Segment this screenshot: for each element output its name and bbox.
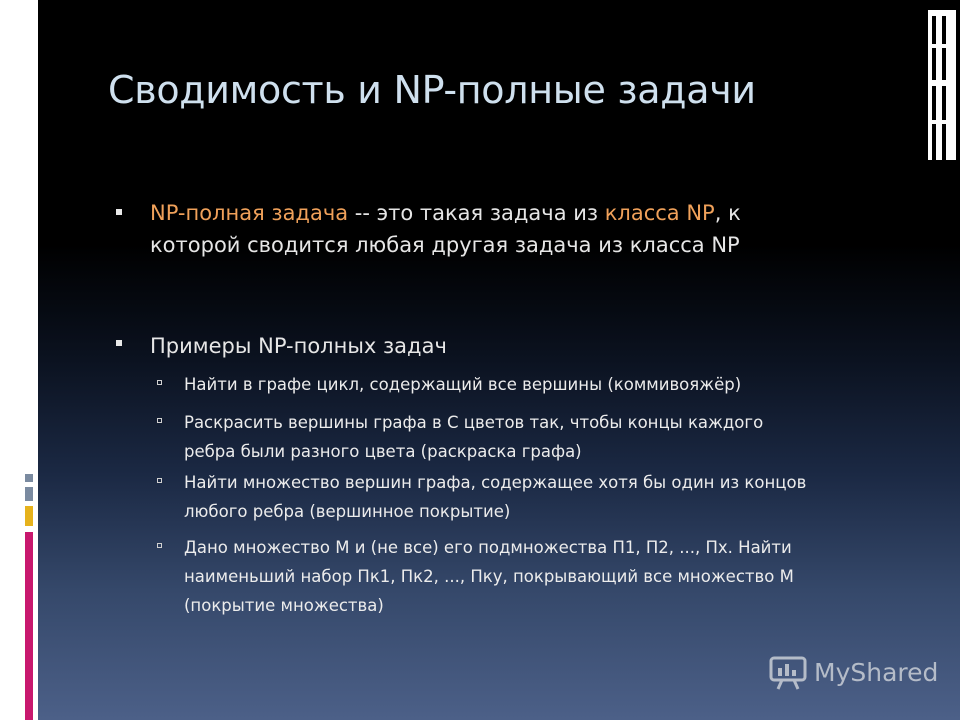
term-np-complete: NP-полная задача	[150, 201, 349, 225]
stripe-magenta	[25, 532, 33, 720]
presentation-board-icon	[768, 652, 808, 692]
subitem-set-cover	[184, 533, 914, 620]
subitem-line: Найти множество вершин графа, содержащее хотя бы один из концов	[184, 473, 807, 492]
bullet-np-complete	[150, 197, 880, 261]
bullet-marker	[116, 209, 122, 215]
sub-bullet-marker	[157, 543, 162, 548]
bullet-examples: Примеры NP-полных задач	[150, 334, 447, 358]
stripe-yellow	[25, 506, 33, 526]
watermark-text: MyShared	[814, 657, 939, 687]
sub-bullet-marker	[157, 478, 162, 483]
subitem-line: любого ребра (вершинное покрытие)	[184, 502, 511, 521]
slide-title: Сводимость и NP-полные задачи	[108, 68, 756, 112]
corner-decoration	[924, 0, 960, 160]
bullet-text-a: -- это такая задача из	[348, 201, 605, 225]
subitem-line: Найти в графе цикл, содержащий все вершины (коммивояжёр)	[184, 375, 742, 394]
subitem-vertex-cover	[184, 468, 914, 526]
subitem-line: наименьший набор Пк1, Пк2, ..., Пку, покрывающий все множество М	[184, 567, 794, 586]
subitem-line: Дано множество M и (не все) его подмножества П1, П2, ..., Пх. Найти	[184, 538, 792, 557]
subitem-line: Раскрасить вершины графа в С цветов так, чтобы концы каждого	[184, 413, 764, 432]
subitem-line: (покрытие множества)	[184, 596, 384, 615]
stripe-gray-2	[25, 487, 33, 501]
term-class-np: класса NP	[604, 201, 715, 225]
subitem-tsp	[184, 370, 914, 399]
subitem-line: ребра были разного цвета (раскраска графа)	[184, 442, 582, 461]
subitem-coloring	[184, 408, 914, 466]
bullet-text-line2: которой сводится любая другая задача из класса NP	[150, 233, 740, 257]
stripe-gray	[25, 474, 33, 482]
bullet-marker	[116, 340, 122, 346]
bullet-text-b: , к	[714, 201, 741, 225]
sub-bullet-marker	[157, 418, 162, 423]
sub-bullet-marker	[157, 380, 162, 385]
watermark	[768, 652, 938, 692]
